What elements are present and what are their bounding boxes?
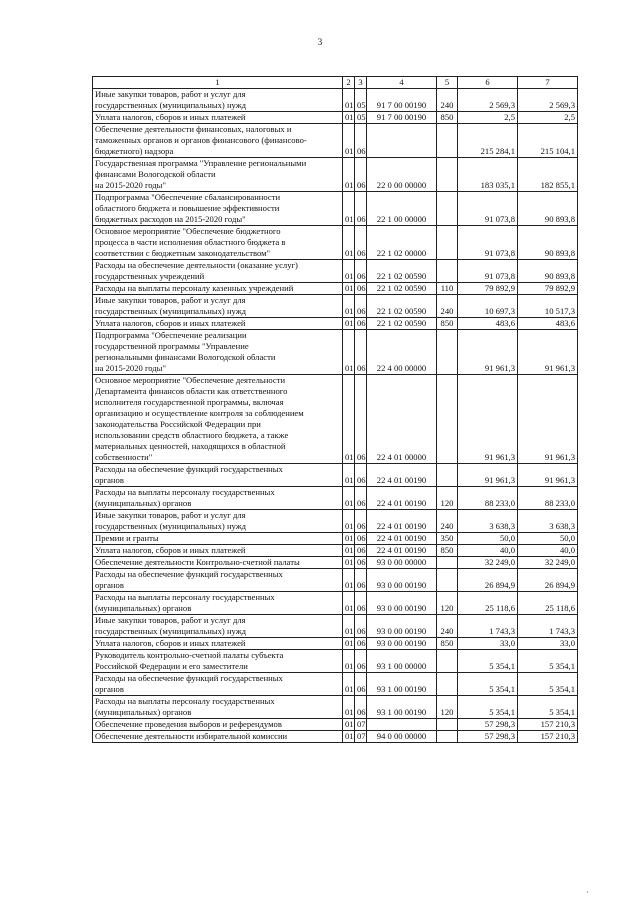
target-item-code-cell: 93 0 00 00190 bbox=[367, 638, 437, 650]
line-item-name-line: исполнителя государственной программы, включая bbox=[95, 397, 284, 407]
amount-year-1-cell: 88 233,0 bbox=[458, 487, 518, 510]
target-item-code-cell: 22 4 00 00000 bbox=[367, 330, 437, 375]
subsection-code-cell: 06 bbox=[355, 124, 367, 158]
line-item-name bbox=[93, 592, 343, 615]
line-item-name-line: органов bbox=[95, 580, 124, 590]
section-code-cell: 01 bbox=[343, 375, 355, 464]
column-header: 1 bbox=[93, 77, 343, 89]
amount-year-1-cell: 2 569,3 bbox=[458, 89, 518, 112]
budget-table bbox=[92, 76, 578, 743]
subsection-code-cell: 06 bbox=[355, 696, 367, 719]
section-code-cell: 01 bbox=[343, 696, 355, 719]
section-code-cell: 01 bbox=[343, 330, 355, 375]
target-item-code-cell: 93 0 00 00190 bbox=[367, 569, 437, 592]
line-item-name bbox=[93, 318, 343, 330]
target-item-code-cell bbox=[367, 719, 437, 731]
line-item-name-line: Обеспечение деятельности избирательной комиссии bbox=[95, 731, 288, 741]
line-item-name-line: органов bbox=[95, 475, 124, 485]
amount-year-1-cell: 3 638,3 bbox=[458, 510, 518, 533]
amount-year-1-cell: 91 073,8 bbox=[458, 260, 518, 283]
amount-year-1-cell: 215 284,1 bbox=[458, 124, 518, 158]
amount-year-2-cell: 5 354,1 bbox=[518, 650, 578, 673]
target-item-code-cell: 93 1 00 00000 bbox=[367, 650, 437, 673]
line-item-name bbox=[93, 545, 343, 557]
line-item-name-line: Расходы на выплаты персоналу государственных bbox=[95, 696, 275, 706]
line-item-name bbox=[93, 650, 343, 673]
subsection-code-cell: 06 bbox=[355, 283, 367, 295]
line-item-name-line: законодательства Российской Федерации при bbox=[95, 419, 261, 429]
line-item-name bbox=[93, 260, 343, 283]
amount-year-2-cell: 79 892,9 bbox=[518, 283, 578, 295]
amount-year-2-cell: 90 893,8 bbox=[518, 260, 578, 283]
subsection-code-cell: 06 bbox=[355, 638, 367, 650]
expense-type-code-cell bbox=[437, 158, 458, 192]
expense-type-code-cell bbox=[437, 124, 458, 158]
column-header: 2 bbox=[343, 77, 355, 89]
line-item-name-line: Уплата налогов, сборов и иных платежей bbox=[95, 318, 246, 328]
table-row bbox=[93, 192, 578, 226]
subsection-code-cell: 05 bbox=[355, 112, 367, 124]
subsection-code-cell: 07 bbox=[355, 719, 367, 731]
line-item-name-line: (муниципальных) органов bbox=[95, 603, 192, 613]
amount-year-1-cell: 57 298,3 bbox=[458, 719, 518, 731]
amount-year-2-cell: 157 210,3 bbox=[518, 719, 578, 731]
line-item-name-line: Иные закупки товаров, работ и услуг для bbox=[95, 510, 246, 520]
target-item-code-cell: 22 4 01 00190 bbox=[367, 533, 437, 545]
amount-year-2-cell: 25 118,6 bbox=[518, 592, 578, 615]
expense-type-code-cell: 850 bbox=[437, 638, 458, 650]
column-header: 7 bbox=[518, 77, 578, 89]
line-item-name-line: Расходы на обеспечение функций государственных bbox=[95, 569, 283, 579]
target-item-code-cell: 22 4 01 00190 bbox=[367, 464, 437, 487]
line-item-name-line: региональными финансами Вологодской области bbox=[95, 352, 276, 362]
amount-year-2-cell: 91 961,3 bbox=[518, 330, 578, 375]
table-row bbox=[93, 226, 578, 260]
amount-year-2-cell: 90 893,8 bbox=[518, 226, 578, 260]
line-item-name-line: Государственная программа "Управление региональными bbox=[95, 158, 307, 168]
line-item-name-line: (муниципальных) органов bbox=[95, 498, 192, 508]
section-code-cell: 01 bbox=[343, 464, 355, 487]
section-code-cell: 01 bbox=[343, 295, 355, 318]
section-code-cell: 01 bbox=[343, 124, 355, 158]
subsection-code-cell: 06 bbox=[355, 487, 367, 510]
table-row bbox=[93, 158, 578, 192]
section-code-cell: 01 bbox=[343, 650, 355, 673]
line-item-name-line: процесса в части исполнения областного бюджета в bbox=[95, 237, 286, 247]
column-header: 3 bbox=[355, 77, 367, 89]
section-code-cell: 01 bbox=[343, 569, 355, 592]
line-item-name-line: Расходы на обеспечение функций государственных bbox=[95, 673, 283, 683]
section-code-cell: 01 bbox=[343, 226, 355, 260]
amount-year-1-cell: 91 073,8 bbox=[458, 192, 518, 226]
target-item-code-cell: 22 1 02 00590 bbox=[367, 283, 437, 295]
amount-year-2-cell: 91 961,3 bbox=[518, 464, 578, 487]
subsection-code-cell: 06 bbox=[355, 650, 367, 673]
amount-year-2-cell: 182 855,1 bbox=[518, 158, 578, 192]
column-header: 6 bbox=[458, 77, 518, 89]
section-code-cell: 01 bbox=[343, 158, 355, 192]
subsection-code-cell: 06 bbox=[355, 375, 367, 464]
target-item-code-cell: 22 4 01 00190 bbox=[367, 487, 437, 510]
line-item-name-line: таможенных органов и органов финансового (финансово- bbox=[95, 135, 307, 145]
table-row bbox=[93, 650, 578, 673]
line-item-name-line: бюджетного) надзора bbox=[95, 146, 174, 156]
table-row bbox=[93, 638, 578, 650]
table-row bbox=[93, 731, 578, 743]
amount-year-2-cell: 215 104,1 bbox=[518, 124, 578, 158]
line-item-name-line: Уплата налогов, сборов и иных платежей bbox=[95, 638, 246, 648]
page-number: 3 bbox=[317, 37, 323, 47]
subsection-code-cell: 06 bbox=[355, 569, 367, 592]
line-item-name-line: использовании средств областного бюджета, а также bbox=[95, 430, 289, 440]
line-item-name-line: соответствии с бюджетным законодательством" bbox=[95, 248, 271, 258]
subsection-code-cell: 06 bbox=[355, 330, 367, 375]
subsection-code-cell: 05 bbox=[355, 89, 367, 112]
amount-year-1-cell: 33,0 bbox=[458, 638, 518, 650]
line-item-name bbox=[93, 487, 343, 510]
table-row bbox=[93, 545, 578, 557]
amount-year-1-cell: 1 743,3 bbox=[458, 615, 518, 638]
expense-type-code-cell: 120 bbox=[437, 696, 458, 719]
line-item-name bbox=[93, 673, 343, 696]
table-row bbox=[93, 569, 578, 592]
table-row bbox=[93, 719, 578, 731]
amount-year-2-cell: 88 233,0 bbox=[518, 487, 578, 510]
subsection-code-cell: 06 bbox=[355, 615, 367, 638]
line-item-name-line: Обеспечение проведения выборов и референдумов bbox=[95, 719, 282, 729]
line-item-name-line: организацию и осуществление контроля за соблюдением bbox=[95, 408, 304, 418]
table-row bbox=[93, 124, 578, 158]
amount-year-1-cell: 50,0 bbox=[458, 533, 518, 545]
expense-type-code-cell bbox=[437, 719, 458, 731]
line-item-name bbox=[93, 719, 343, 731]
line-item-name bbox=[93, 533, 343, 545]
amount-year-2-cell: 32 249,0 bbox=[518, 557, 578, 569]
expense-type-code-cell bbox=[437, 557, 458, 569]
subsection-code-cell: 06 bbox=[355, 158, 367, 192]
amount-year-2-cell: 2,5 bbox=[518, 112, 578, 124]
line-item-name bbox=[93, 638, 343, 650]
amount-year-2-cell: 157 210,3 bbox=[518, 731, 578, 743]
expense-type-code-cell bbox=[437, 192, 458, 226]
expense-type-code-cell: 240 bbox=[437, 89, 458, 112]
expense-type-code-cell: 120 bbox=[437, 592, 458, 615]
line-item-name-line: областного бюджета и повышение эффективности bbox=[95, 203, 280, 213]
amount-year-2-cell: 40,0 bbox=[518, 545, 578, 557]
target-item-code-cell: 94 0 00 00000 bbox=[367, 731, 437, 743]
table-row bbox=[93, 330, 578, 375]
table-row bbox=[93, 112, 578, 124]
line-item-name bbox=[93, 375, 343, 464]
amount-year-1-cell: 40,0 bbox=[458, 545, 518, 557]
line-item-name bbox=[93, 557, 343, 569]
section-code-cell: 01 bbox=[343, 719, 355, 731]
target-item-code-cell: 93 1 00 00190 bbox=[367, 696, 437, 719]
subsection-code-cell: 06 bbox=[355, 545, 367, 557]
target-item-code-cell: 22 1 02 00590 bbox=[367, 295, 437, 318]
line-item-name-line: Расходы на выплаты персоналу государственных bbox=[95, 487, 275, 497]
expense-type-code-cell bbox=[437, 260, 458, 283]
subsection-code-cell: 06 bbox=[355, 192, 367, 226]
line-item-name bbox=[93, 283, 343, 295]
line-item-name bbox=[93, 330, 343, 375]
line-item-name bbox=[93, 464, 343, 487]
line-item-name-line: бюджетных расходов на 2015-2020 годы" bbox=[95, 214, 246, 224]
subsection-code-cell: 06 bbox=[355, 464, 367, 487]
amount-year-1-cell: 483,6 bbox=[458, 318, 518, 330]
subsection-code-cell: 06 bbox=[355, 260, 367, 283]
table-row bbox=[93, 260, 578, 283]
section-code-cell: 01 bbox=[343, 638, 355, 650]
amount-year-2-cell: 483,6 bbox=[518, 318, 578, 330]
table-row bbox=[93, 510, 578, 533]
line-item-name-line: Руководитель контрольно-счетной палаты субъекта bbox=[95, 650, 284, 660]
line-item-name-line: органов bbox=[95, 684, 124, 694]
amount-year-2-cell: 1 743,3 bbox=[518, 615, 578, 638]
line-item-name-line: Департамента финансов области как ответственного bbox=[95, 386, 288, 396]
section-code-cell: 01 bbox=[343, 260, 355, 283]
expense-type-code-cell: 240 bbox=[437, 295, 458, 318]
expense-type-code-cell bbox=[437, 226, 458, 260]
target-item-code-cell: 93 0 00 00190 bbox=[367, 615, 437, 638]
line-item-name bbox=[93, 158, 343, 192]
expense-type-code-cell: 110 bbox=[437, 283, 458, 295]
expense-type-code-cell bbox=[437, 673, 458, 696]
column-header: 5 bbox=[437, 77, 458, 89]
expense-type-code-cell: 350 bbox=[437, 533, 458, 545]
line-item-name-line: Иные закупки товаров, работ и услуг для bbox=[95, 89, 246, 99]
table-row bbox=[93, 283, 578, 295]
column-number-row bbox=[93, 77, 578, 89]
column-header: 4 bbox=[367, 77, 437, 89]
line-item-name-line: материальных ценностей, находящихся в областной bbox=[95, 441, 286, 451]
line-item-name bbox=[93, 615, 343, 638]
section-code-cell: 01 bbox=[343, 487, 355, 510]
amount-year-1-cell: 183 035,1 bbox=[458, 158, 518, 192]
line-item-name-line: государственных (муниципальных) нужд bbox=[95, 626, 247, 636]
line-item-name-line: Иные закупки товаров, работ и услуг для bbox=[95, 615, 246, 625]
expense-type-code-cell: 240 bbox=[437, 510, 458, 533]
section-code-cell: 01 bbox=[343, 545, 355, 557]
subsection-code-cell: 06 bbox=[355, 673, 367, 696]
table-row bbox=[93, 464, 578, 487]
table-row bbox=[93, 533, 578, 545]
line-item-name bbox=[93, 124, 343, 158]
line-item-name-line: Российской Федерации и его заместители bbox=[95, 661, 248, 671]
table-row bbox=[93, 673, 578, 696]
line-item-name-line: Расходы на обеспечение функций государственных bbox=[95, 464, 283, 474]
line-item-name-line: Основное мероприятие "Обеспечение деятельности bbox=[95, 375, 286, 385]
target-item-code-cell: 22 4 01 00190 bbox=[367, 510, 437, 533]
amount-year-2-cell: 50,0 bbox=[518, 533, 578, 545]
section-code-cell: 01 bbox=[343, 89, 355, 112]
line-item-name-line: государственных учреждений bbox=[95, 271, 205, 281]
line-item-name bbox=[93, 226, 343, 260]
section-code-cell: 01 bbox=[343, 673, 355, 696]
scan-mark: · bbox=[586, 888, 589, 897]
table-row bbox=[93, 295, 578, 318]
table-row bbox=[93, 318, 578, 330]
line-item-name-line: государственных (муниципальных) нужд bbox=[95, 521, 247, 531]
table-row bbox=[93, 89, 578, 112]
amount-year-2-cell: 91 961,3 bbox=[518, 375, 578, 464]
subsection-code-cell: 06 bbox=[355, 592, 367, 615]
target-item-code-cell: 22 1 02 00590 bbox=[367, 260, 437, 283]
target-item-code-cell: 93 0 00 00000 bbox=[367, 557, 437, 569]
section-code-cell: 01 bbox=[343, 318, 355, 330]
amount-year-2-cell: 10 517,3 bbox=[518, 295, 578, 318]
target-item-code-cell: 93 0 00 00190 bbox=[367, 592, 437, 615]
line-item-name-line: (муниципальных) органов bbox=[95, 707, 192, 717]
section-code-cell: 01 bbox=[343, 510, 355, 533]
expense-type-code-cell bbox=[437, 330, 458, 375]
section-code-cell: 01 bbox=[343, 533, 355, 545]
table-row bbox=[93, 557, 578, 569]
table-row bbox=[93, 375, 578, 464]
subsection-code-cell: 06 bbox=[355, 533, 367, 545]
amount-year-2-cell: 3 638,3 bbox=[518, 510, 578, 533]
line-item-name bbox=[93, 112, 343, 124]
expense-type-code-cell bbox=[437, 375, 458, 464]
line-item-name bbox=[93, 192, 343, 226]
amount-year-1-cell: 79 892,9 bbox=[458, 283, 518, 295]
target-item-code-cell: 91 7 00 00190 bbox=[367, 112, 437, 124]
amount-year-2-cell: 5 354,1 bbox=[518, 673, 578, 696]
section-code-cell: 01 bbox=[343, 731, 355, 743]
table-row bbox=[93, 696, 578, 719]
expense-type-code-cell: 850 bbox=[437, 112, 458, 124]
amount-year-2-cell: 26 894,9 bbox=[518, 569, 578, 592]
amount-year-1-cell: 26 894,9 bbox=[458, 569, 518, 592]
line-item-name-line: Премии и гранты bbox=[95, 533, 159, 543]
subsection-code-cell: 06 bbox=[355, 295, 367, 318]
expense-type-code-cell bbox=[437, 464, 458, 487]
amount-year-1-cell: 5 354,1 bbox=[458, 696, 518, 719]
line-item-name-line: Расходы на обеспечение деятельности (оказание услуг) bbox=[95, 260, 298, 270]
line-item-name bbox=[93, 696, 343, 719]
amount-year-2-cell: 5 354,1 bbox=[518, 696, 578, 719]
section-code-cell: 01 bbox=[343, 615, 355, 638]
amount-year-1-cell: 91 073,8 bbox=[458, 226, 518, 260]
expense-type-code-cell: 850 bbox=[437, 545, 458, 557]
section-code-cell: 01 bbox=[343, 192, 355, 226]
line-item-name bbox=[93, 510, 343, 533]
line-item-name-line: Обеспечение деятельности Контрольно-счетной палаты bbox=[95, 557, 300, 567]
target-item-code-cell: 22 0 00 00000 bbox=[367, 158, 437, 192]
line-item-name-line: Расходы на выплаты персоналу казенных учреждений bbox=[95, 283, 294, 293]
subsection-code-cell: 06 bbox=[355, 318, 367, 330]
expense-type-code-cell: 240 bbox=[437, 615, 458, 638]
line-item-name-line: финансами Вологодской области bbox=[95, 169, 216, 179]
section-code-cell: 01 bbox=[343, 592, 355, 615]
expense-type-code-cell bbox=[437, 650, 458, 673]
target-item-code-cell: 91 7 00 00190 bbox=[367, 89, 437, 112]
subsection-code-cell: 06 bbox=[355, 510, 367, 533]
section-code-cell: 01 bbox=[343, 557, 355, 569]
line-item-name-line: Иные закупки товаров, работ и услуг для bbox=[95, 295, 246, 305]
line-item-name bbox=[93, 731, 343, 743]
amount-year-2-cell: 2 569,3 bbox=[518, 89, 578, 112]
line-item-name-line: Подпрограмма "Обеспечение реализации bbox=[95, 330, 247, 340]
line-item-name-line: Подпрограмма "Обеспечение сбалансированности bbox=[95, 192, 281, 202]
line-item-name-line: Уплата налогов, сборов и иных платежей bbox=[95, 112, 246, 122]
amount-year-1-cell: 91 961,3 bbox=[458, 330, 518, 375]
amount-year-2-cell: 33,0 bbox=[518, 638, 578, 650]
expense-type-code-cell: 850 bbox=[437, 318, 458, 330]
amount-year-1-cell: 57 298,3 bbox=[458, 731, 518, 743]
target-item-code-cell: 22 1 00 00000 bbox=[367, 192, 437, 226]
target-item-code-cell: 22 4 01 00000 bbox=[367, 375, 437, 464]
expense-type-code-cell bbox=[437, 731, 458, 743]
subsection-code-cell: 06 bbox=[355, 557, 367, 569]
amount-year-1-cell: 5 354,1 bbox=[458, 673, 518, 696]
line-item-name-line: государственных (муниципальных) нужд bbox=[95, 306, 247, 316]
amount-year-2-cell: 90 893,8 bbox=[518, 192, 578, 226]
target-item-code-cell: 93 1 00 00190 bbox=[367, 673, 437, 696]
line-item-name-line: государственных (муниципальных) нужд bbox=[95, 100, 247, 110]
amount-year-1-cell: 10 697,3 bbox=[458, 295, 518, 318]
amount-year-1-cell: 91 961,3 bbox=[458, 464, 518, 487]
table-row bbox=[93, 615, 578, 638]
line-item-name-line: государственной программы "Управление bbox=[95, 341, 249, 351]
target-item-code-cell bbox=[367, 124, 437, 158]
target-item-code-cell: 22 1 02 00590 bbox=[367, 318, 437, 330]
subsection-code-cell: 07 bbox=[355, 731, 367, 743]
amount-year-1-cell: 25 118,6 bbox=[458, 592, 518, 615]
expense-type-code-cell bbox=[437, 569, 458, 592]
line-item-name-line: собственности" bbox=[95, 452, 153, 462]
subsection-code-cell: 06 bbox=[355, 226, 367, 260]
amount-year-1-cell: 5 354,1 bbox=[458, 650, 518, 673]
line-item-name bbox=[93, 569, 343, 592]
line-item-name-line: на 2015-2020 годы" bbox=[95, 180, 166, 190]
amount-year-1-cell: 32 249,0 bbox=[458, 557, 518, 569]
line-item-name-line: на 2015-2020 годы" bbox=[95, 363, 166, 373]
line-item-name bbox=[93, 295, 343, 318]
target-item-code-cell: 22 1 02 00000 bbox=[367, 226, 437, 260]
line-item-name-line: Обеспечение деятельности финансовых, налоговых и bbox=[95, 124, 292, 134]
expense-type-code-cell: 120 bbox=[437, 487, 458, 510]
line-item-name-line: Уплата налогов, сборов и иных платежей bbox=[95, 545, 246, 555]
table-row bbox=[93, 487, 578, 510]
amount-year-1-cell: 2,5 bbox=[458, 112, 518, 124]
section-code-cell: 01 bbox=[343, 112, 355, 124]
line-item-name-line: Расходы на выплаты персоналу государственных bbox=[95, 592, 275, 602]
line-item-name-line: Основное мероприятие "Обеспечение бюджетного bbox=[95, 226, 281, 236]
section-code-cell: 01 bbox=[343, 283, 355, 295]
line-item-name bbox=[93, 89, 343, 112]
target-item-code-cell: 22 4 01 00190 bbox=[367, 545, 437, 557]
table-row bbox=[93, 592, 578, 615]
amount-year-1-cell: 91 961,3 bbox=[458, 375, 518, 464]
